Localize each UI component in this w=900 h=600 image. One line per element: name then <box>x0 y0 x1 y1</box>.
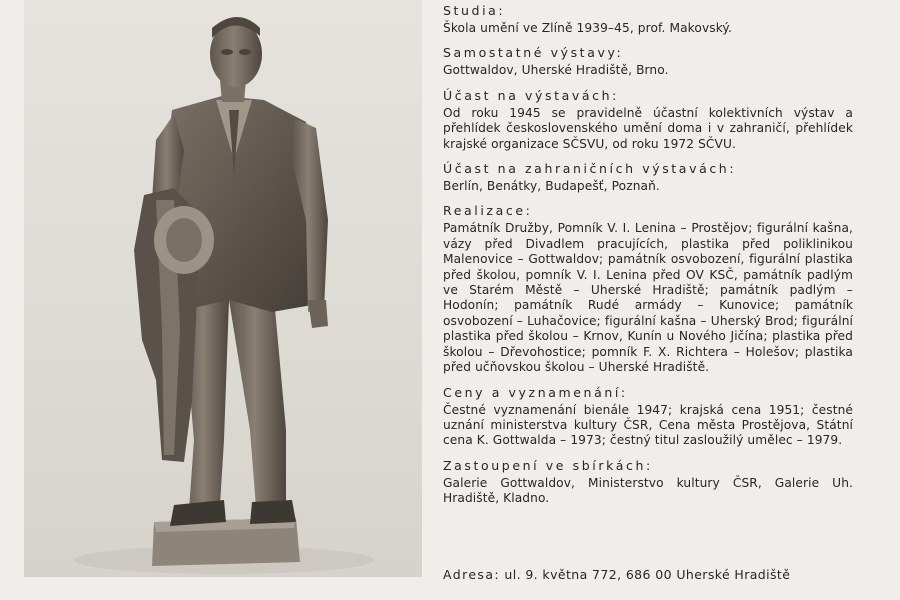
section-body: Čestné vyznamenání bienále 1947; krajská cena 1951; čestné uznání ministerstva kultury ČSR, Cena města Prostějova, Státní cena K. Gottwalda – 1973; čestný titul zasloužilý umělec – 1979. <box>443 402 853 448</box>
section-heading: Účast na zahraničních výstavách: <box>443 161 737 177</box>
statue-figure-illustration <box>24 0 422 577</box>
section-heading: Studia: <box>443 3 506 18</box>
section-solo-exhibitions <box>443 44 853 78</box>
statue-photo <box>24 0 422 577</box>
section-studies <box>443 2 853 36</box>
section-exhibitions <box>443 87 853 152</box>
address-line <box>443 567 863 582</box>
section-heading: Zastoupení ve sbírkách: <box>443 457 653 473</box>
section-body: Gottwaldov, Uherské Hradiště, Brno. <box>443 63 669 78</box>
section-awards <box>443 384 853 449</box>
section-body: Památník Družby, Pomník V. I. Lenina – Prostějov; figurální kašna, vázy před Divadlem pracujících, plastika před poliklinikou Malenovice – Gottwaldov; památník osvobození, figurální plastika před školou, pomník V. I. Lenina před OV KSČ, památník padlým ve Starém Městě – Uherské Hradiště; památník padlým – Hodonín; památník Rudé armády – Kunovice; památník osvobození – Luhačovice; figurální kašna – Uherský Brod; figurální plastika před školou – Krnov, Kunín u Nového Jičína; plastika před školou – Dřevohostice; pomník F. X. Richtera – Holešov; plastika před učňovskou školou – Uherské Hradiště. <box>443 221 853 375</box>
section-heading: Účast na výstavách: <box>443 87 619 103</box>
section-body: Škola umění ve Zlíně 1939–45, prof. Makovský. <box>443 21 732 35</box>
section-body: Galerie Gottwaldov, Ministerstvo kultury ČSR, Galerie Uh. Hradiště, Kladno. <box>443 475 853 506</box>
section-body: Berlín, Benátky, Budapešť, Poznaň. <box>443 179 660 194</box>
section-foreign-exhibitions <box>443 160 853 194</box>
biography-text <box>443 2 853 507</box>
section-heading: Ceny a vyznamenání: <box>443 384 628 400</box>
section-heading: Realizace: <box>443 203 533 219</box>
section-collections <box>443 457 853 507</box>
section-heading: Samostatné výstavy: <box>443 45 624 61</box>
section-realizations <box>443 202 853 375</box>
section-body: Od roku 1945 se pravidelně účastní kolektivních výstav a přehlídek československého umění doma i v zahraničí, přehlídek krajské organizace SČSVU, od roku 1972 SČVU. <box>443 105 853 151</box>
address-value: ul. 9. května 772, 686 00 Uherské Hradiště <box>504 567 791 582</box>
address-label: Adresa: <box>443 567 501 582</box>
